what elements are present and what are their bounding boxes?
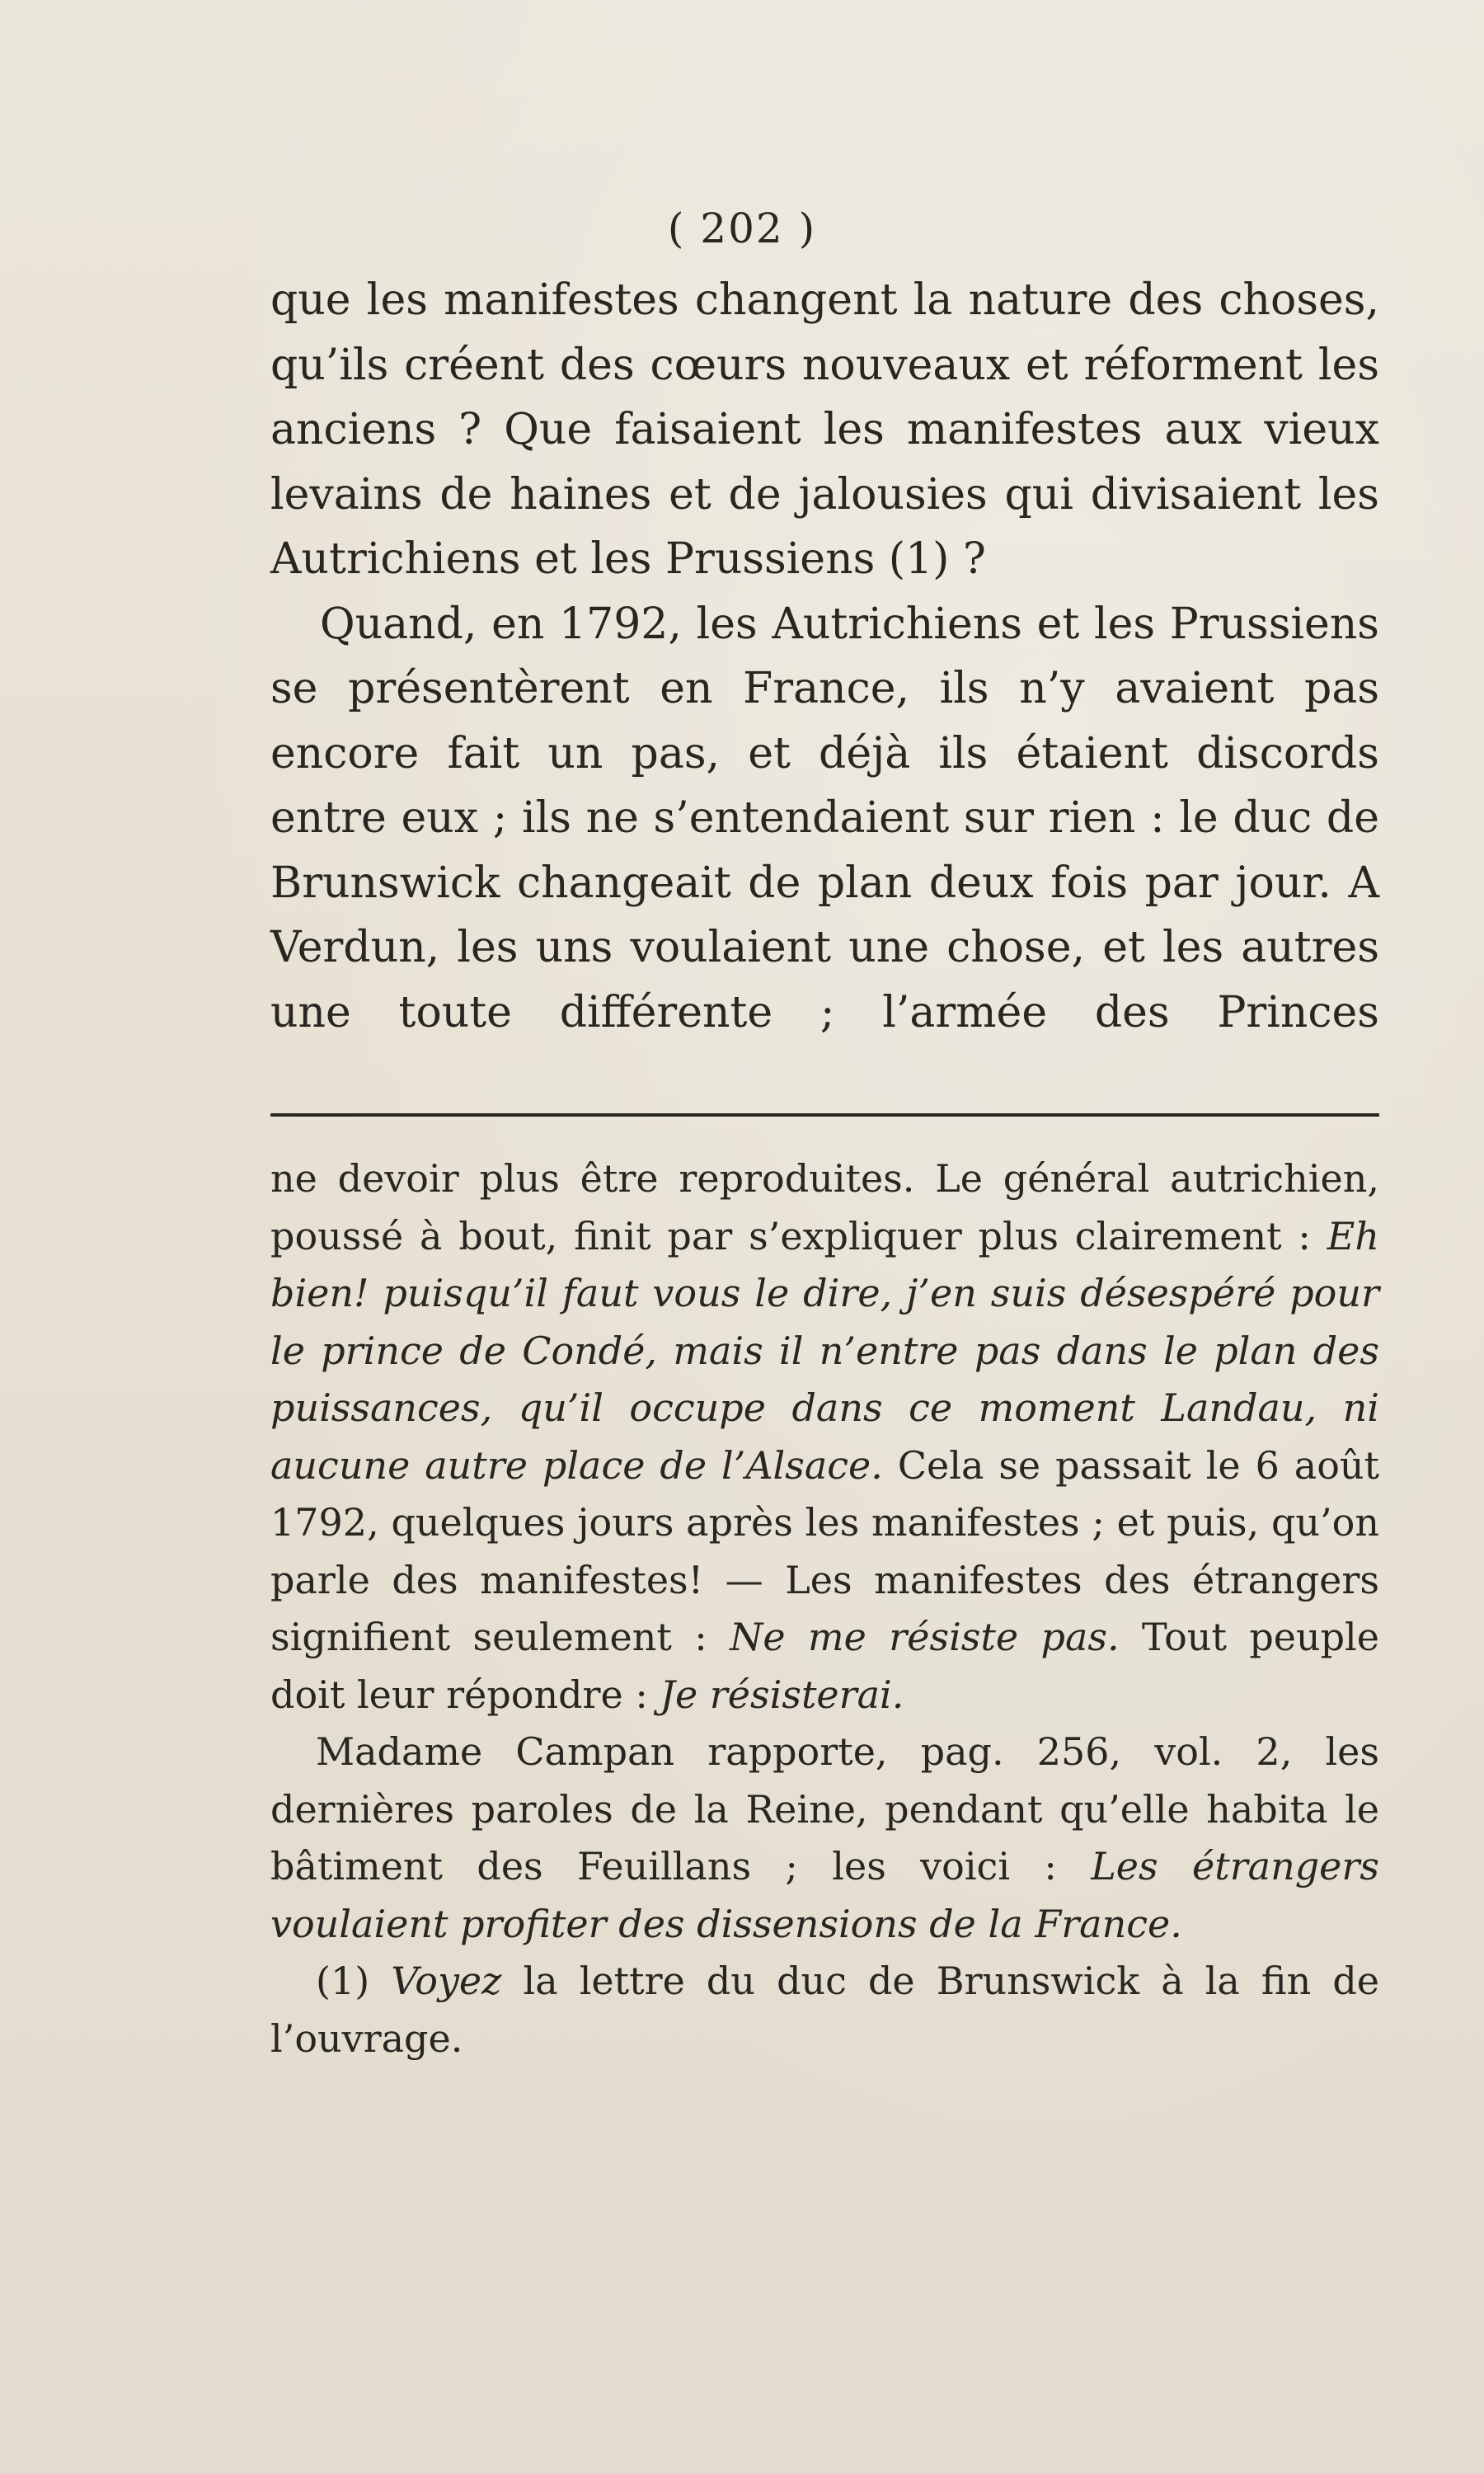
footnote-marker: (1) [316, 1959, 392, 2003]
footnote-1-text: la lettre du duc de Brunswick à la fin de l’ouvrage. [270, 1959, 1379, 2061]
footnote-continuation [270, 1150, 1379, 1724]
footnote-divider [270, 1113, 1379, 1117]
footnote-quote-italic: Eh bien! puisqu’il faut vous le dire, j’en suis désespéré pour le prince de Condé, mais il n’entre pas dans le plan des puissances, qu’il occupe dans ce moment Landau, ni aucune autre place de l’Alsace. [270, 1213, 1379, 1488]
footnote-text-e: Tout peuple doit leur répondre : [270, 1615, 1379, 1717]
footnote-italic-d: Ne me résiste pas. [730, 1615, 1120, 1659]
footnote-text-a: ne devoir plus être reproduites. Le général autrichien, poussé à bout, finit par s’expliquer plus clairement : [270, 1156, 1379, 1258]
main-paragraph-1: que les manifestes changent la nature des choses, qu’ils créent des cœurs nouveaux et réforment les anciens ? Que faisaient les manifestes aux vieux levains de haines et de jalousies qui divisaient les Autrichiens et les Prussiens (1) ? [270, 275, 1379, 584]
footnote-campan [270, 1724, 1379, 1953]
footnote-1 [270, 1953, 1379, 2067]
page-number: ( 202 ) [667, 205, 817, 252]
footnote-campan-text: Madame Campan rapporte, pag. 256, vol. 2, les dernières paroles de la Reine, pendant qu’elle habita le bâtiment des Feuillans ; les voici : [270, 1729, 1379, 1888]
footnote-italic-f: Je résisterai. [660, 1672, 904, 1717]
footnote-campan-italic: Les étrangers voulaient profiter des dissensions de la France. [270, 1844, 1379, 1946]
footnotes [270, 1150, 1379, 2067]
footnote-text-c: Cela se passait le 6 août 1792, quelques jours après les manifestes ; et puis, qu’on parle des manifestes! — Les manifestes des étrangers signifient seulement : [270, 1442, 1379, 1659]
footnote-voyez-italic: Voyez [391, 1959, 502, 2003]
main-paragraph-2: Quand, en 1792, les Autrichiens et les Prussiens se présentèrent en France, ils n’y avaient pas encore fait un pas, et déjà ils étaient discords entre eux ; ils ne s’entendaient sur rien : le duc de Brunswick changeait de plan deux fois par jour. A Verdun, les uns voulaient une chose, et les autres une toute différente ; l’armée des Princes [270, 599, 1379, 1037]
main-text [270, 268, 1379, 1045]
